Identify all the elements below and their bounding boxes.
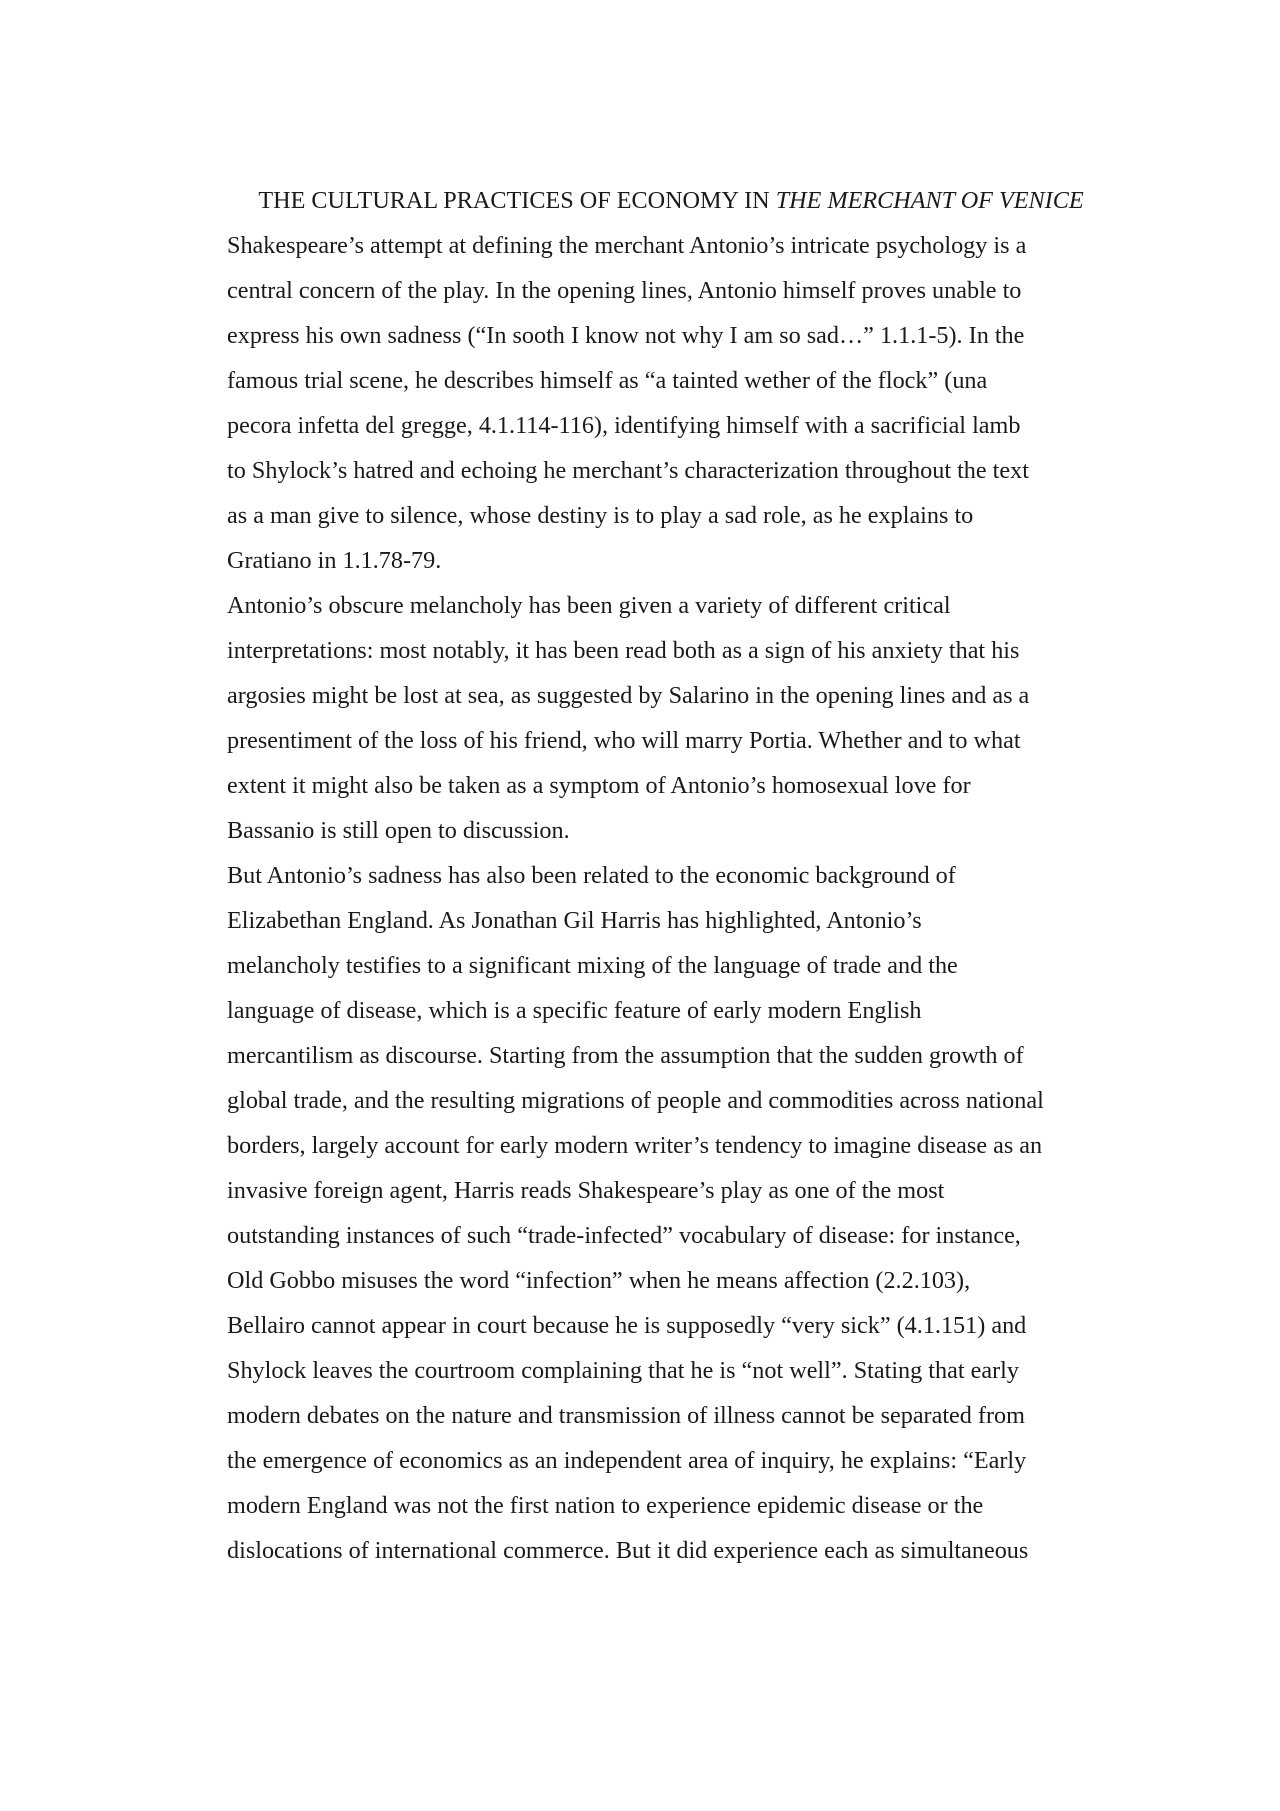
document-body bbox=[227, 178, 1107, 1573]
text-line: pecora infetta del gregge, 4.1.114-116), identifying himself with a sacrificial lamb bbox=[227, 412, 1021, 439]
text-line: as a man give to silence, whose destiny is to play a sad role, as he explains to bbox=[227, 502, 974, 529]
text-line: Shakespeare’s attempt at defining the merchant Antonio’s intricate psychology is a bbox=[227, 232, 1027, 259]
text-line: Elizabethan England. As Jonathan Gil Harris has highlighted, Antonio’s bbox=[227, 907, 922, 934]
text-line: borders, largely account for early modern writer’s tendency to imagine disease as an bbox=[227, 1132, 1043, 1159]
text-line: But Antonio’s sadness has also been related to the economic background of bbox=[227, 862, 956, 889]
text-line: outstanding instances of such “trade-infected” vocabulary of disease: for instance, bbox=[227, 1222, 1021, 1249]
text-line: the emergence of economics as an independent area of inquiry, he explains: “Early bbox=[227, 1447, 1027, 1474]
text-line: Old Gobbo misuses the word “infection” when he means affection (2.2.103), bbox=[227, 1267, 971, 1294]
text-line: Shylock leaves the courtroom complaining that he is “not well”. Stating that early bbox=[227, 1357, 1019, 1384]
text-line: language of disease, which is a specific feature of early modern English bbox=[227, 997, 922, 1024]
text-line: modern debates on the nature and transmission of illness cannot be separated from bbox=[227, 1402, 1025, 1429]
title-text: THE CULTURAL PRACTICES OF ECONOMY IN bbox=[258, 187, 776, 214]
paragraph bbox=[227, 223, 1107, 583]
text-line: Bassanio is still open to discussion. bbox=[227, 817, 570, 844]
text-line: global trade, and the resulting migrations of people and commodities across national bbox=[227, 1087, 1044, 1114]
text-line: extent it might also be taken as a symptom of Antonio’s homosexual love for bbox=[227, 772, 971, 799]
text-line: argosies might be lost at sea, as suggested by Salarino in the opening lines and as a bbox=[227, 682, 1030, 709]
text-line: interpretations: most notably, it has been read both as a sign of his anxiety that his bbox=[227, 637, 1020, 664]
title-italic-text: THE MERCHANT OF VENICE bbox=[775, 187, 1084, 214]
text-line: Antonio’s obscure melancholy has been given a variety of different critical bbox=[227, 592, 951, 619]
text-line: dislocations of international commerce. But it did experience each as simultaneous bbox=[227, 1537, 1029, 1564]
page-title bbox=[227, 178, 1107, 223]
text-line: famous trial scene, he describes himself as “a tainted wether of the flock” (una bbox=[227, 367, 988, 394]
text-line: modern England was not the first nation to experience epidemic disease or the bbox=[227, 1492, 984, 1519]
paragraphs bbox=[227, 223, 1107, 1573]
text-line: melancholy testifies to a significant mixing of the language of trade and the bbox=[227, 952, 958, 979]
text-line: invasive foreign agent, Harris reads Shakespeare’s play as one of the most bbox=[227, 1177, 945, 1204]
text-line: presentiment of the loss of his friend, who will marry Portia. Whether and to what bbox=[227, 727, 1021, 754]
text-line: central concern of the play. In the opening lines, Antonio himself proves unable to bbox=[227, 277, 1022, 304]
text-line: express his own sadness (“In sooth I know not why I am so sad…” 1.1.1-5). In the bbox=[227, 322, 1025, 349]
text-line: mercantilism as discourse. Starting from the assumption that the sudden growth of bbox=[227, 1042, 1024, 1069]
paragraph bbox=[227, 853, 1107, 1573]
text-line: Bellairo cannot appear in court because he is supposedly “very sick” (4.1.151) and bbox=[227, 1312, 1027, 1339]
text-line: to Shylock’s hatred and echoing he merchant’s characterization throughout the text bbox=[227, 457, 1029, 484]
text-line: Gratiano in 1.1.78-79. bbox=[227, 547, 442, 574]
paragraph bbox=[227, 583, 1107, 853]
